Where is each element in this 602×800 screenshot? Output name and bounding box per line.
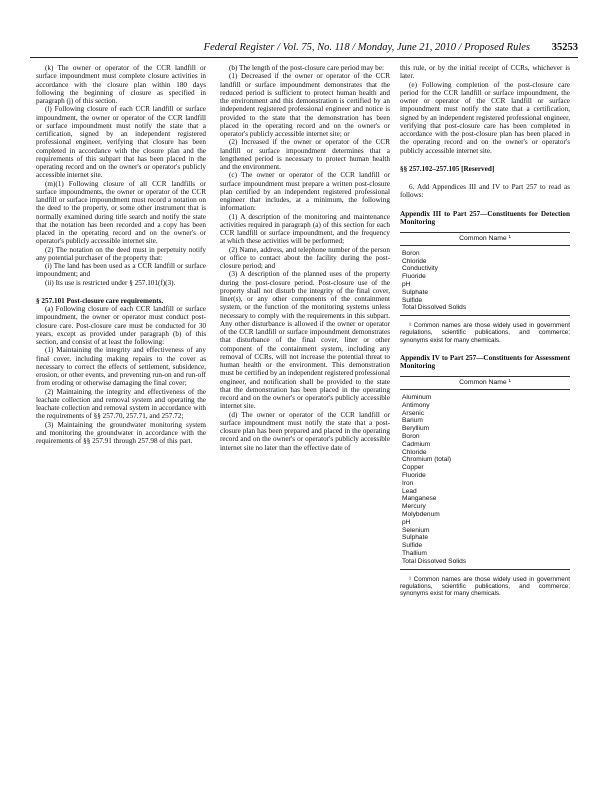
table-row: Sulphate [402,534,429,542]
amendatory-instruction: 6. Add Appendices III and IV to Part 257 to read as follows: [400,183,570,200]
table-row: Total Dissolved Solids [402,304,467,312]
column-3 [400,64,570,597]
header-rule [30,57,578,58]
table-row: Antimony [402,401,430,409]
table-row: Fluoride [402,472,426,480]
paragraph: (2) Name, address, and telephone number of the person or office to contact about the facility during the post-closure period; and [220,245,390,270]
table-row: Copper [402,464,424,472]
table-row: Cadmium [402,440,431,448]
paragraph: (2) Increased if the owner or operator of the CCR landfill or surface impoundment determines that a lengthened period is necessary to protect human health and the environment. [220,138,390,171]
table-body [400,246,570,316]
column-2 [220,64,390,452]
table-row: Manganese [402,495,437,503]
paragraph: (l) Following closure of each CCR landfill or surface impoundment, the owner or operator of the CCR landfill or surface impoundment must notify the state that a certification, signed by an independent registered professional engineer, verifying that closure has been completed in accordance with the closure plan and the requirements of this subpart that has been placed in the operating record and on the owner's or operator's publicly accessible internet site. [36,105,206,180]
paragraph: (1) A description of the monitoring and maintenance activities required in paragraph (a) of this section for each CCR landfill or surface impoundment, and the frequency at which these activities will be performed; [220,212,390,246]
table-row: Barium [402,417,423,425]
table-row: Sulphate [402,288,429,296]
paragraph: (3) A description of the planned uses of the property during the post-closure period. Post-closure use of the property shall not disturb the integrity of the final cover, liner(s), or any other components of the containment system, or the function of the monitoring systems unless necessary to comply with the requirements in this subpart. Any other disturbance is allowed if the owner or operator of the CCR landfill or surface impoundment demonstrates that disturbance of the final cover, liner or other component of the containment system, including any removal of CCRs, will not increase the potential threat to human health or the environment. This demonstration must be certified by an independent registered professional engineer, and notification shall be provided to the state that the demonstration has been placed in the operating record and on the owner's or operator's publicly accessible internet site. [220,270,390,411]
table-row: Boron [402,433,420,441]
paragraph: (m)(1) Following closure of all CCR landfills or surface impoundments, the owner or operator of the CCR landfill or surface impoundment must record a notation on the deed to the property, or some other instrument that is normally examined during title search and notify the state that the notation has been recorded and a copy has been placed in the operating record and on the owner's or operator's publicly accessible internet site. [36,179,206,246]
table-row: pH [402,280,411,288]
table-row: Boron [402,249,420,257]
paragraph: (2) Maintaining the integrity and effectiveness of the leachate collection and removal system and operating the leachate collection and removal system in accordance with the requirements of §§ 257.70, 257.71, and 257.72; [36,387,206,421]
paragraph: (e) Following completion of the post-closure care period for the CCR landfill or surface impoundment, the owner or operator of the CCR landfill or surface impoundment must notify the state that a certification, signed by an independent registered professional engineer, verifying that post-closure care has been completed in accordance with the post-closure plan has been placed in the operating record and on the owner's or operator's publicly accessible internet site. [400,80,570,155]
table-row: Sulfide [402,542,423,550]
paragraph: (1) Decreased if the owner or operator of the CCR landfill or surface impoundment demonstrates that the reduced period is sufficient to protect human health and the environment and this demonstration is certified by an independent registered professional engineer and notice is provided to the state that the demonstration has been placed in the operating record and on the owner's or operator's publicly accessible internet site; or [220,72,390,138]
table-row: Chromium (total) [402,456,452,464]
page-header [30,42,578,56]
section-title: Post-closure care requirements. [66,296,164,305]
paragraph: (i) The land has been used as a CCR landfill or surface impoundment; and [36,262,206,279]
appendix-iii-title: Appendix III to Part 257—Constituents for Detection Monitoring [400,209,570,226]
table-header: Common Name ¹ [400,376,570,390]
table-row: pH [402,518,411,526]
table-row: Chloride [402,257,427,265]
paragraph: (c) The owner or operator of the CCR landfill or surface impoundment must prepare a written post-closure plan certified by an independent registered professional engineer that includes, at a minimum, the following information: [220,171,390,213]
table-row: Lead [402,487,417,495]
table-row: Arsenic [402,409,424,417]
section-heading [36,297,206,305]
paragraph: (3) Maintaining the groundwater monitoring system and monitoring the groundwater in accordance with the requirements of §§ 257.91 through 257.98 of this part. [36,420,206,445]
appendix-iii-table [400,232,570,316]
appendix-iv-title: Appendix IV to Part 257—Constituents for Assessment Monitoring [400,353,570,371]
table-body [400,390,570,570]
paragraph: (b) The length of the post-closure care period may be: [229,64,384,72]
table-row: Beryllium [402,425,430,433]
table-row: Mercury [402,503,426,511]
paragraph: (d) The owner or operator of the CCR landfill or surface impoundment must notify the state that a post-closure plan has been prepared and placed in the operating record and on the owner's or operator's publicly accessible internet site no later than the effective date of [220,410,390,452]
table-row: Molybdenum [402,511,440,519]
paragraph-continued: this rule, or by the initial receipt of CCRs, whichever is later. [400,64,570,81]
paragraph: (1) Maintaining the integrity and effectiveness of any final cover, including making repairs to the cover as necessary to correct the effects of settlement, subsidence, erosion, or other events, and preventing run-on and run-off from eroding or otherwise damaging the final cover; [36,346,206,388]
page-number: 35253 [551,42,578,53]
table-row: Conductivity [402,265,438,273]
paragraph: (a) Following closure of each CCR landfill or surface impoundment, the owner or operator must conduct post-closure care. Post-closure care must be conducted for 30 years, except as provided under paragraph (b) of this section, and consist of at least the following: [36,305,206,346]
table-row: Iron [402,479,414,487]
table-row: Fluoride [402,273,426,281]
table-row: Sulfide [402,296,423,304]
table-footnote: ¹ Common names are those widely used in government regulations, scientific publications, and commerce; synonyms exist for many chemicals. [400,575,570,598]
paragraph: (2) The notation on the deed must in perpetuity notify any potential purchaser of the property that: [36,245,206,262]
section-number: § 257.101 [36,296,65,305]
table-row: Total Dissolved Solids [402,557,467,565]
reserved-heading: §§ 257.102–257.105 [Reserved] [400,164,495,173]
table-footnote: ¹ Common names are those widely used in government regulations, scientific publications, and commerce; synonyms exist for many chemicals. [400,322,570,344]
table-row: Selenium [402,526,430,534]
paragraph: (ii) Its use is restricted under § 257.101(f)(3). [45,278,176,287]
appendix-iv-table [400,376,570,569]
table-header: Common Name ¹ [400,232,570,246]
running-head: Federal Register / Vol. 75, No. 118 / Monday, June 21, 2010 / Proposed Rules [203,42,530,53]
paragraph: (k) The owner or operator of the CCR landfill or surface impoundment must complete closure activities in accordance with the closure plan within 180 days following the beginning of closure as specified in paragraph (j) of this section. [36,64,206,105]
column-1 [36,64,206,445]
table-row: Aluminum [402,394,432,402]
table-row: Chloride [402,448,427,456]
table-row: Thallium [402,550,427,558]
